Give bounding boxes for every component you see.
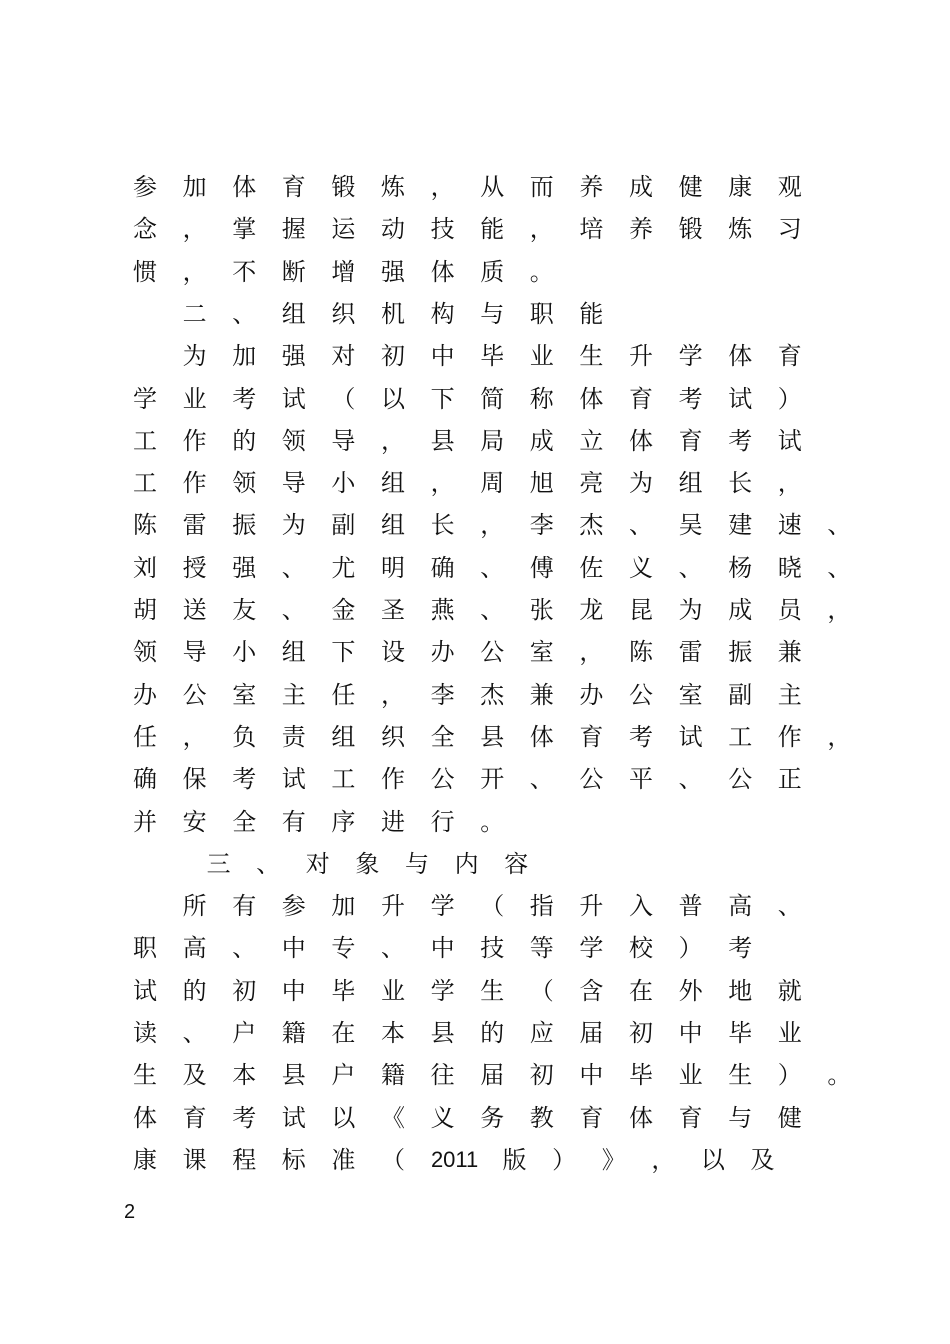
body-line: 领 导 小 组 下 设 办 公 室 ， 陈 雷 振 兼 <box>133 638 802 667</box>
body-line: 陈 雷 振 为 副 组 长 ， 李 杰 、 吴 建 速 、 <box>133 511 852 540</box>
body-line: 体 育 考 试 以 《 义 务 教 育 体 育 与 健 <box>133 1103 802 1132</box>
body-line: 所 有 参 加 升 学 （ 指 升 入 普 高 、 <box>182 892 802 921</box>
section-heading: 三 、 对 象 与 内 容 <box>206 849 529 878</box>
body-line: 学 业 考 试 （ 以 下 简 称 体 育 考 试 ） <box>133 384 802 413</box>
body-line: 并 安 全 有 序 进 行 。 <box>133 807 505 836</box>
body-line: 为 加 强 对 初 中 毕 业 生 升 学 体 育 <box>182 342 802 371</box>
body-line: 办 公 室 主 任 ， 李 杰 兼 办 公 室 副 主 <box>133 680 802 709</box>
body-line: 确 保 考 试 工 作 公 开 、 公 平 、 公 正 <box>133 765 802 794</box>
body-line: 任 ， 负 责 组 织 全 县 体 育 考 试 工 作 ， <box>133 722 852 751</box>
section-heading: 二 、 组 织 机 构 与 职 能 <box>182 299 604 328</box>
body-line: 参 加 体 育 锻 炼 ， 从 而 养 成 健 康 观 <box>133 173 802 201</box>
body-line: 工 作 的 领 导 ， 县 局 成 立 体 育 考 试 <box>133 426 802 455</box>
body-line: 工 作 领 导 小 组 ， 周 旭 亮 为 组 长 ， <box>133 469 802 498</box>
body-line: 职 高 、 中 专 、 中 技 等 学 校 ） 考 <box>133 934 753 963</box>
body-line: 读 、 户 籍 在 本 县 的 应 届 初 中 毕 业 <box>133 1019 802 1047</box>
body-line: 试 的 初 中 毕 业 学 生 （ 含 在 外 地 就 <box>133 976 802 1005</box>
body-line: 胡 送 友 、 金 圣 燕 、 张 龙 昆 为 成 员 ， <box>133 596 852 624</box>
body-line: 惯 ， 不 断 增 强 体 质 。 <box>133 257 554 286</box>
page-number: 2 <box>124 1201 136 1223</box>
body-line: 念 ， 掌 握 运 动 技 能 ， 培 养 锻 炼 习 <box>133 215 802 244</box>
body-line: 生 及 本 县 户 籍 往 届 初 中 毕 业 生 ） 。 <box>133 1061 852 1090</box>
body-line: 刘 授 强 、 尤 明 确 、 傅 佐 义 、 杨 晓 、 <box>133 553 852 582</box>
body-line: 康 课 程 标 准 （ 2011 版 ） 》 ， 以 及 <box>133 1145 775 1174</box>
